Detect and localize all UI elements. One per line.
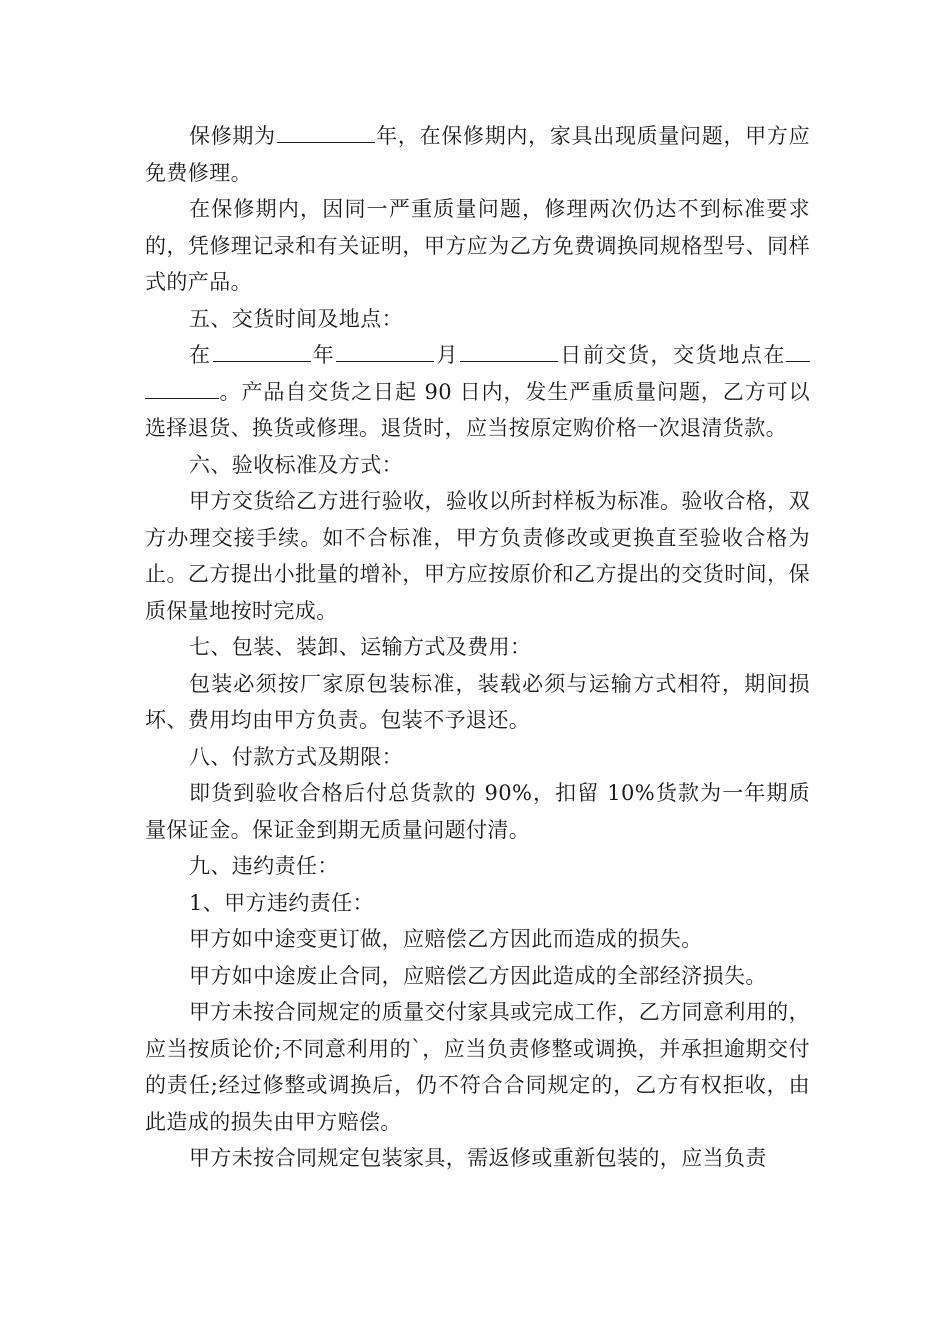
paragraph-warranty-period bbox=[145, 118, 810, 191]
fill-in-blank bbox=[336, 343, 434, 362]
paragraph-warranty-replacement: 在保修期内，因同一严重质量问题，修理两次仍达不到标准要求的，凭修理记录和有关证明，甲方应为乙方免费调换同规格型号、同样式的产品。 bbox=[145, 197, 810, 294]
text-segment: 。产品自交货之日起 90 日内，发生严重质量问题，乙方可以选择退货、换货或修理。退货时，应当按原定购价格一次退清货款。 bbox=[145, 379, 810, 440]
paragraph-payment: 即货到验收合格后付总货款的 90%，扣留 10%货款为一年期质量保证金。保证金到期无质量问题付清。 bbox=[145, 781, 810, 842]
fill-in-blank bbox=[277, 124, 375, 143]
fill-in-blank bbox=[460, 343, 558, 362]
text-segment: 年，在保修期内，家具出现质量问题，甲方应免费修理。 bbox=[145, 124, 811, 185]
paragraph-liability-quality: 甲方未按合同规定的质量交付家具或完成工作，乙方同意利用的，应当按质论价;不同意利用的`，应当负责修整或调换，并承担逾期交付的责任;经过修整或调换后，仍不符合合同规定的，乙方有权拒收，由此造成的损失由甲方赔偿。 bbox=[145, 1000, 810, 1134]
paragraph-acceptance: 甲方交货给乙方进行验收，验收以所封样板为标准。验收合格，双方办理交接手续。如不合标准，甲方负责修改或更换直至验收合格为止。乙方提出小批量的增补，甲方应按原价和乙方提出的交货时间，保质保量地按时完成。 bbox=[145, 489, 810, 623]
fill-in-blank bbox=[786, 343, 810, 362]
text-segment: 日前交货，交货地点在 bbox=[559, 343, 786, 367]
paragraph-liability-termination: 甲方如中途废止合同，应赔偿乙方因此造成的全部经济损失。 bbox=[189, 963, 767, 988]
text-segment: 月 bbox=[435, 343, 460, 367]
paragraph-liability-packaging: 甲方未按合同规定包装家具，需返修或重新包装的，应当负责 bbox=[189, 1146, 767, 1170]
paragraph-packaging: 包装必须按厂家原包装标准，装载必须与运输方式相符，期间损坏、费用均由甲方负责。包装不予退还。 bbox=[145, 671, 810, 732]
fill-in-blank bbox=[213, 343, 311, 362]
text-segment: 在 bbox=[189, 343, 212, 367]
paragraph-delivery bbox=[145, 337, 810, 447]
text-segment: 保修期为 bbox=[189, 124, 276, 148]
section-heading-payment: 八、付款方式及期限： bbox=[189, 744, 403, 769]
fill-in-blank bbox=[145, 380, 219, 399]
section-heading-liability: 九、违约责任： bbox=[189, 854, 339, 878]
document-body bbox=[145, 118, 810, 1177]
text-segment: 年 bbox=[311, 343, 336, 367]
section-heading-acceptance: 六、验收标准及方式： bbox=[189, 452, 403, 477]
section-heading-packaging: 七、包装、装卸、运输方式及费用： bbox=[189, 635, 532, 659]
paragraph-liability-change-order: 甲方如中途变更订做，应赔偿乙方因此而造成的损失。 bbox=[189, 927, 703, 951]
subheading-party-a-liability: 1、甲方违约责任： bbox=[189, 890, 374, 915]
section-heading-delivery: 五、交货时间及地点： bbox=[189, 306, 403, 331]
